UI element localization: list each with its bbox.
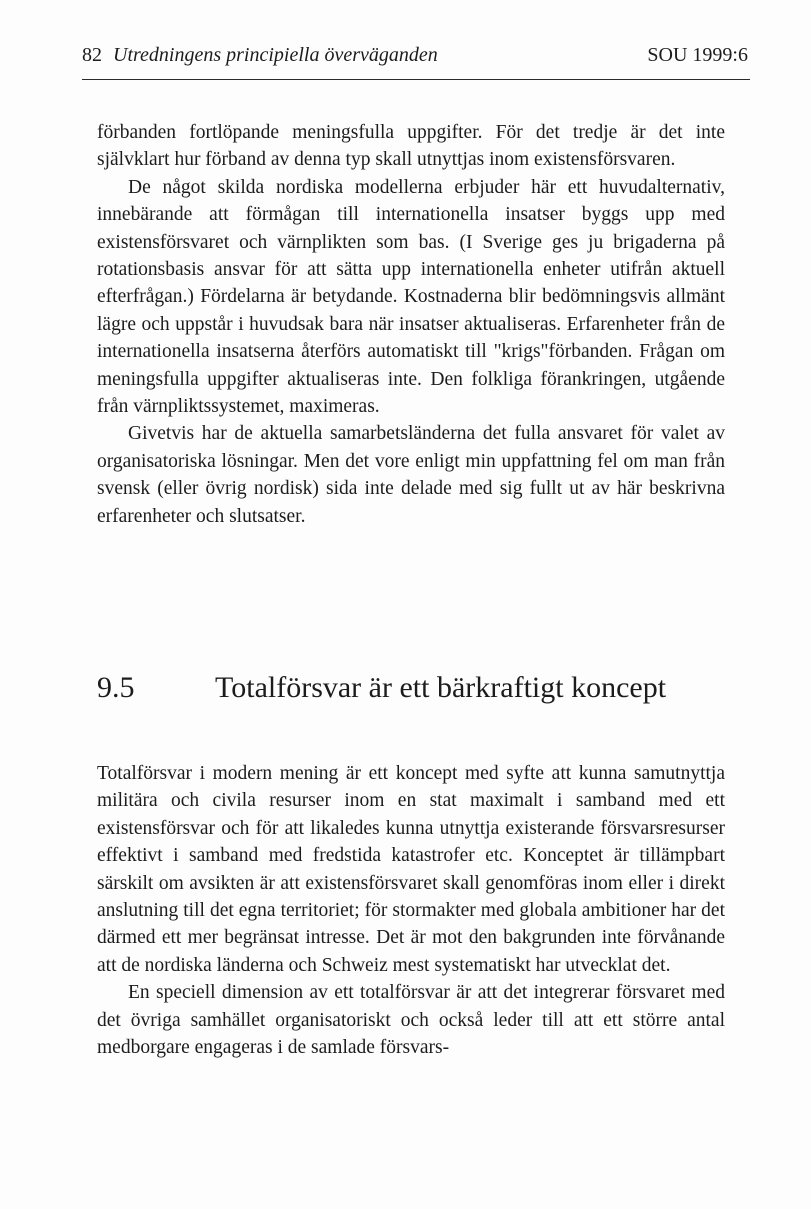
running-header (82, 40, 750, 70)
section-title: Totalförsvar är ett bärkraftigt koncept (215, 671, 667, 704)
document-id: SOU 1999:6 (647, 44, 748, 66)
body-text-block-1 (97, 119, 725, 530)
paragraph: De något skilda nordiska modellerna erbjuder här ett huvudalternativ, innebärande att förmågan till internationella insatser byggs upp med existensförsvaret och värnplikten som bas. (I Sverige ges ju brigaderna på rotationsbasis ansvar för att sätta upp internationella enheter utifrån aktuell efterfrågan.) Fördelarna är betydande. Kostnaderna blir bedömningsvis allmänt lägre och uppstår i huvudsak bara när insatser aktualiseras. Erfarenheter från de internationella insatserna återförs automatiskt till "krigs"förbanden. Frågan om meningsfulla uppgifter aktualiseras inte. Den folkliga förankringen, utgående från värnpliktssystemet, maximeras. (97, 176, 725, 418)
paragraph: En speciell dimension av ett totalförsvar är att det integrerar försvaret med det övriga samhället organisatoriskt och också leder till att ett större antal medborgare engageras i de samlade försvars- (97, 982, 725, 1059)
body-text-block-2 (97, 760, 725, 1061)
paragraph: Totalförsvar i modern mening är ett koncept med syfte att kunna samutnyttja militära och civila resurser inom en stat maximalt i samband med ett existensförsvar och för att likaledes kunna utnyttja existerande försvarsresurser effektivt i samband med fredstida katastrofer etc. Konceptet är tillämpbart särskilt om avsikten är att existensförsvaret skall genomföras inom eller i direkt anslutning till det egna territoriet; för stormakter med globala ambitioner har det därmed ett mer begränsat intresse. Det är mot den bakgrunden inte förvånande att de nordiska länderna och Schweiz mest systematiskt har utvecklat det. (97, 763, 725, 976)
running-title: Utredningens principiella överväganden (113, 44, 438, 66)
header-rule (82, 79, 750, 80)
running-header-left (82, 40, 438, 70)
page-number: 82 (82, 44, 102, 66)
paragraph: förbanden fortlöpande meningsfulla uppgifter. För det tredje är det inte självklart hur förband av denna typ skall utnyttjas inom existensförsvaren. (97, 122, 725, 171)
paragraph: Givetvis har de aktuella samarbetsländerna det fulla ansvaret för valet av organisatoriska lösningar. Men det vore enligt min uppfattning fel om man från svensk (eller övrig nordisk) sida inte delade med sig fullt ut av här beskrivna erfarenheter och slutsatser. (97, 423, 725, 527)
section-number: 9.5 (97, 671, 135, 704)
